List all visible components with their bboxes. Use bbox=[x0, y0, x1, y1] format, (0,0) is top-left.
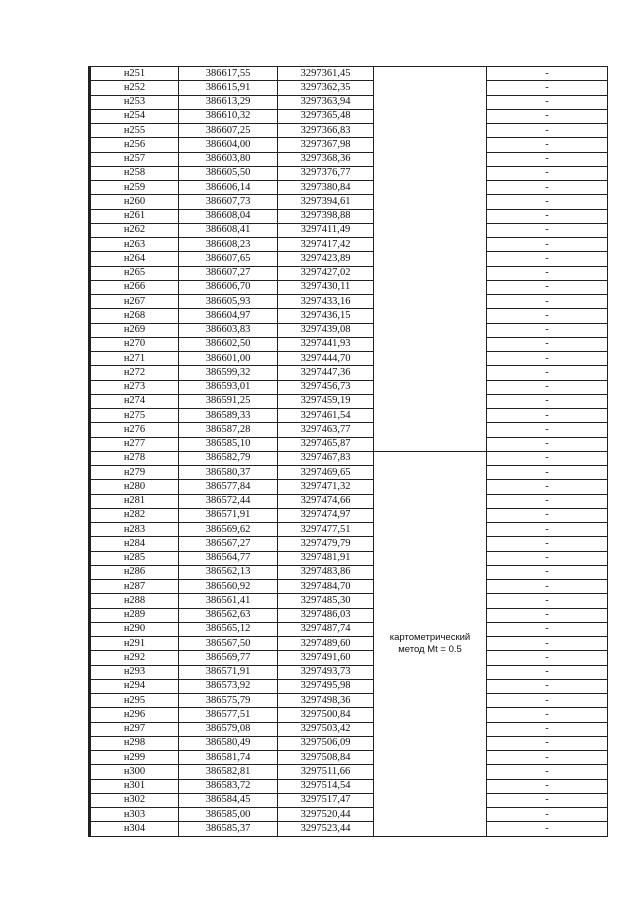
point-id-cell: н281 bbox=[90, 494, 179, 508]
point-id-cell: н293 bbox=[90, 665, 179, 679]
accuracy-cell: - bbox=[487, 751, 608, 765]
y-coordinate-cell: 3297447,36 bbox=[278, 366, 374, 380]
table-row bbox=[90, 266, 608, 280]
table-row bbox=[90, 708, 608, 722]
y-coordinate-cell: 3297461,54 bbox=[278, 409, 374, 423]
point-id-cell: н298 bbox=[90, 736, 179, 750]
table-row bbox=[90, 81, 608, 95]
y-coordinate-cell: 3297430,11 bbox=[278, 280, 374, 294]
point-id-cell: н262 bbox=[90, 223, 179, 237]
point-id-cell: н275 bbox=[90, 409, 179, 423]
accuracy-cell: - bbox=[487, 779, 608, 793]
x-coordinate-cell: 386606,70 bbox=[179, 280, 278, 294]
table-row bbox=[90, 765, 608, 779]
point-id-cell: н277 bbox=[90, 437, 179, 451]
table-row bbox=[90, 138, 608, 152]
point-id-cell: н260 bbox=[90, 195, 179, 209]
accuracy-cell: - bbox=[487, 266, 608, 280]
accuracy-cell: - bbox=[487, 295, 608, 309]
x-coordinate-cell: 386610,32 bbox=[179, 109, 278, 123]
y-coordinate-cell: 3297495,98 bbox=[278, 679, 374, 693]
x-coordinate-cell: 386572,44 bbox=[179, 494, 278, 508]
point-id-cell: н280 bbox=[90, 480, 179, 494]
point-id-cell: н299 bbox=[90, 751, 179, 765]
point-id-cell: н253 bbox=[90, 95, 179, 109]
point-id-cell: н282 bbox=[90, 508, 179, 522]
y-coordinate-cell: 3297503,42 bbox=[278, 722, 374, 736]
table-row bbox=[90, 779, 608, 793]
point-id-cell: н267 bbox=[90, 295, 179, 309]
table-row bbox=[90, 423, 608, 437]
accuracy-cell: - bbox=[487, 323, 608, 337]
y-coordinate-cell: 3297411,49 bbox=[278, 223, 374, 237]
table-row bbox=[90, 152, 608, 166]
point-id-cell: н295 bbox=[90, 694, 179, 708]
accuracy-cell: - bbox=[487, 337, 608, 351]
table-row bbox=[90, 337, 608, 351]
point-id-cell: н269 bbox=[90, 323, 179, 337]
table-row bbox=[90, 494, 608, 508]
accuracy-cell: - bbox=[487, 580, 608, 594]
accuracy-cell: - bbox=[487, 637, 608, 651]
x-coordinate-cell: 386607,25 bbox=[179, 124, 278, 138]
table-row bbox=[90, 295, 608, 309]
y-coordinate-cell: 3297361,45 bbox=[278, 67, 374, 81]
accuracy-cell: - bbox=[487, 508, 608, 522]
x-coordinate-cell: 386604,97 bbox=[179, 309, 278, 323]
coordinates-table-body bbox=[90, 67, 608, 837]
point-id-cell: н270 bbox=[90, 337, 179, 351]
point-id-cell: н291 bbox=[90, 637, 179, 651]
point-id-cell: н251 bbox=[90, 67, 179, 81]
point-id-cell: н271 bbox=[90, 352, 179, 366]
y-coordinate-cell: 3297441,93 bbox=[278, 337, 374, 351]
y-coordinate-cell: 3297380,84 bbox=[278, 181, 374, 195]
y-coordinate-cell: 3297363,94 bbox=[278, 95, 374, 109]
accuracy-cell: - bbox=[487, 523, 608, 537]
table-row bbox=[90, 551, 608, 565]
x-coordinate-cell: 386605,93 bbox=[179, 295, 278, 309]
table-row bbox=[90, 437, 608, 451]
x-coordinate-cell: 386613,29 bbox=[179, 95, 278, 109]
x-coordinate-cell: 386582,79 bbox=[179, 451, 278, 465]
table-row bbox=[90, 394, 608, 408]
accuracy-cell: - bbox=[487, 736, 608, 750]
accuracy-cell: - bbox=[487, 423, 608, 437]
x-coordinate-cell: 386589,33 bbox=[179, 409, 278, 423]
x-coordinate-cell: 386577,84 bbox=[179, 480, 278, 494]
x-coordinate-cell: 386607,27 bbox=[179, 266, 278, 280]
table-row bbox=[90, 124, 608, 138]
y-coordinate-cell: 3297427,02 bbox=[278, 266, 374, 280]
table-row bbox=[90, 238, 608, 252]
accuracy-cell: - bbox=[487, 81, 608, 95]
accuracy-cell: - bbox=[487, 466, 608, 480]
point-id-cell: н287 bbox=[90, 580, 179, 594]
accuracy-cell: - bbox=[487, 166, 608, 180]
x-coordinate-cell: 386604,00 bbox=[179, 138, 278, 152]
x-coordinate-cell: 386580,49 bbox=[179, 736, 278, 750]
y-coordinate-cell: 3297486,03 bbox=[278, 608, 374, 622]
x-coordinate-cell: 386561,41 bbox=[179, 594, 278, 608]
table-row bbox=[90, 352, 608, 366]
point-id-cell: н294 bbox=[90, 679, 179, 693]
accuracy-cell: - bbox=[487, 651, 608, 665]
y-coordinate-cell: 3297469,65 bbox=[278, 466, 374, 480]
accuracy-cell: - bbox=[487, 238, 608, 252]
point-id-cell: н297 bbox=[90, 722, 179, 736]
table-row bbox=[90, 508, 608, 522]
y-coordinate-cell: 3297433,16 bbox=[278, 295, 374, 309]
point-id-cell: н273 bbox=[90, 380, 179, 394]
point-id-cell: н268 bbox=[90, 309, 179, 323]
point-id-cell: н276 bbox=[90, 423, 179, 437]
point-id-cell: н283 bbox=[90, 523, 179, 537]
accuracy-cell: - bbox=[487, 394, 608, 408]
method-cell-empty bbox=[374, 67, 487, 452]
accuracy-cell: - bbox=[487, 380, 608, 394]
y-coordinate-cell: 3297485,30 bbox=[278, 594, 374, 608]
accuracy-cell: - bbox=[487, 551, 608, 565]
y-coordinate-cell: 3297365,48 bbox=[278, 109, 374, 123]
point-id-cell: н258 bbox=[90, 166, 179, 180]
table-row bbox=[90, 580, 608, 594]
table-row bbox=[90, 594, 608, 608]
table-row bbox=[90, 722, 608, 736]
point-id-cell: н301 bbox=[90, 779, 179, 793]
table-row bbox=[90, 451, 608, 465]
y-coordinate-cell: 3297465,87 bbox=[278, 437, 374, 451]
table-row bbox=[90, 280, 608, 294]
point-id-cell: н256 bbox=[90, 138, 179, 152]
point-id-cell: н265 bbox=[90, 266, 179, 280]
accuracy-cell: - bbox=[487, 352, 608, 366]
y-coordinate-cell: 3297444,70 bbox=[278, 352, 374, 366]
table-row bbox=[90, 323, 608, 337]
table-row bbox=[90, 694, 608, 708]
x-coordinate-cell: 386606,14 bbox=[179, 181, 278, 195]
accuracy-cell: - bbox=[487, 209, 608, 223]
y-coordinate-cell: 3297474,66 bbox=[278, 494, 374, 508]
x-coordinate-cell: 386560,92 bbox=[179, 580, 278, 594]
point-id-cell: н255 bbox=[90, 124, 179, 138]
table-row bbox=[90, 736, 608, 750]
accuracy-cell: - bbox=[487, 366, 608, 380]
accuracy-cell: - bbox=[487, 679, 608, 693]
x-coordinate-cell: 386585,37 bbox=[179, 822, 278, 836]
y-coordinate-cell: 3297367,98 bbox=[278, 138, 374, 152]
point-id-cell: н254 bbox=[90, 109, 179, 123]
table-row bbox=[90, 751, 608, 765]
y-coordinate-cell: 3297362,35 bbox=[278, 81, 374, 95]
y-coordinate-cell: 3297511,66 bbox=[278, 765, 374, 779]
accuracy-cell: - bbox=[487, 793, 608, 807]
y-coordinate-cell: 3297436,15 bbox=[278, 309, 374, 323]
x-coordinate-cell: 386573,92 bbox=[179, 679, 278, 693]
accuracy-cell: - bbox=[487, 694, 608, 708]
accuracy-cell: - bbox=[487, 494, 608, 508]
accuracy-cell: - bbox=[487, 280, 608, 294]
point-id-cell: н264 bbox=[90, 252, 179, 266]
point-id-cell: н285 bbox=[90, 551, 179, 565]
y-coordinate-cell: 3297366,83 bbox=[278, 124, 374, 138]
point-id-cell: н261 bbox=[90, 209, 179, 223]
x-coordinate-cell: 386603,80 bbox=[179, 152, 278, 166]
y-coordinate-cell: 3297498,36 bbox=[278, 694, 374, 708]
table-row bbox=[90, 793, 608, 807]
table-row bbox=[90, 808, 608, 822]
y-coordinate-cell: 3297394,61 bbox=[278, 195, 374, 209]
accuracy-cell: - bbox=[487, 195, 608, 209]
y-coordinate-cell: 3297417,42 bbox=[278, 238, 374, 252]
accuracy-cell: - bbox=[487, 822, 608, 836]
y-coordinate-cell: 3297484,70 bbox=[278, 580, 374, 594]
y-coordinate-cell: 3297523,44 bbox=[278, 822, 374, 836]
y-coordinate-cell: 3297376,77 bbox=[278, 166, 374, 180]
y-coordinate-cell: 3297491,60 bbox=[278, 651, 374, 665]
x-coordinate-cell: 386565,12 bbox=[179, 622, 278, 636]
point-id-cell: н289 bbox=[90, 608, 179, 622]
x-coordinate-cell: 386569,77 bbox=[179, 651, 278, 665]
x-coordinate-cell: 386605,50 bbox=[179, 166, 278, 180]
accuracy-cell: - bbox=[487, 451, 608, 465]
point-id-cell: н288 bbox=[90, 594, 179, 608]
x-coordinate-cell: 386585,00 bbox=[179, 808, 278, 822]
point-id-cell: н274 bbox=[90, 394, 179, 408]
point-id-cell: н266 bbox=[90, 280, 179, 294]
accuracy-cell: - bbox=[487, 67, 608, 81]
x-coordinate-cell: 386585,10 bbox=[179, 437, 278, 451]
table-row bbox=[90, 380, 608, 394]
y-coordinate-cell: 3297506,09 bbox=[278, 736, 374, 750]
x-coordinate-cell: 386587,28 bbox=[179, 423, 278, 437]
table-row bbox=[90, 309, 608, 323]
table-row bbox=[90, 537, 608, 551]
table-row bbox=[90, 95, 608, 109]
y-coordinate-cell: 3297467,83 bbox=[278, 451, 374, 465]
x-coordinate-cell: 386579,08 bbox=[179, 722, 278, 736]
point-id-cell: н257 bbox=[90, 152, 179, 166]
table-row bbox=[90, 67, 608, 81]
point-id-cell: н286 bbox=[90, 565, 179, 579]
point-id-cell: н279 bbox=[90, 466, 179, 480]
y-coordinate-cell: 3297477,51 bbox=[278, 523, 374, 537]
accuracy-cell: - bbox=[487, 765, 608, 779]
point-id-cell: н252 bbox=[90, 81, 179, 95]
accuracy-cell: - bbox=[487, 565, 608, 579]
accuracy-cell: - bbox=[487, 437, 608, 451]
accuracy-cell: - bbox=[487, 708, 608, 722]
point-id-cell: н292 bbox=[90, 651, 179, 665]
table-row bbox=[90, 166, 608, 180]
y-coordinate-cell: 3297423,89 bbox=[278, 252, 374, 266]
table-row bbox=[90, 523, 608, 537]
accuracy-cell: - bbox=[487, 409, 608, 423]
accuracy-cell: - bbox=[487, 665, 608, 679]
y-coordinate-cell: 3297517,47 bbox=[278, 793, 374, 807]
accuracy-cell: - bbox=[487, 181, 608, 195]
x-coordinate-cell: 386562,63 bbox=[179, 608, 278, 622]
accuracy-cell: - bbox=[487, 223, 608, 237]
table-row bbox=[90, 679, 608, 693]
y-coordinate-cell: 3297368,36 bbox=[278, 152, 374, 166]
x-coordinate-cell: 386575,79 bbox=[179, 694, 278, 708]
point-id-cell: н302 bbox=[90, 793, 179, 807]
y-coordinate-cell: 3297481,91 bbox=[278, 551, 374, 565]
y-coordinate-cell: 3297474,97 bbox=[278, 508, 374, 522]
table-row bbox=[90, 409, 608, 423]
accuracy-cell: - bbox=[487, 480, 608, 494]
x-coordinate-cell: 386584,45 bbox=[179, 793, 278, 807]
x-coordinate-cell: 386567,27 bbox=[179, 537, 278, 551]
x-coordinate-cell: 386617,55 bbox=[179, 67, 278, 81]
x-coordinate-cell: 386581,74 bbox=[179, 751, 278, 765]
y-coordinate-cell: 3297479,79 bbox=[278, 537, 374, 551]
point-id-cell: н304 bbox=[90, 822, 179, 836]
method-accuracy: метод Mt = 0.5 bbox=[398, 643, 462, 655]
table-row bbox=[90, 480, 608, 494]
accuracy-cell: - bbox=[487, 152, 608, 166]
x-coordinate-cell: 386602,50 bbox=[179, 337, 278, 351]
y-coordinate-cell: 3297456,73 bbox=[278, 380, 374, 394]
y-coordinate-cell: 3297487,74 bbox=[278, 622, 374, 636]
table-row bbox=[90, 252, 608, 266]
point-id-cell: н303 bbox=[90, 808, 179, 822]
x-coordinate-cell: 386569,62 bbox=[179, 523, 278, 537]
table-row bbox=[90, 466, 608, 480]
point-id-cell: н300 bbox=[90, 765, 179, 779]
x-coordinate-cell: 386567,50 bbox=[179, 637, 278, 651]
table-row bbox=[90, 608, 608, 622]
y-coordinate-cell: 3297398,88 bbox=[278, 209, 374, 223]
y-coordinate-cell: 3297500,84 bbox=[278, 708, 374, 722]
point-id-cell: н284 bbox=[90, 537, 179, 551]
x-coordinate-cell: 386580,37 bbox=[179, 466, 278, 480]
table-row bbox=[90, 109, 608, 123]
y-coordinate-cell: 3297463,77 bbox=[278, 423, 374, 437]
accuracy-cell: - bbox=[487, 722, 608, 736]
accuracy-cell: - bbox=[487, 594, 608, 608]
x-coordinate-cell: 386593,01 bbox=[179, 380, 278, 394]
table-row bbox=[90, 195, 608, 209]
accuracy-cell: - bbox=[487, 622, 608, 636]
accuracy-cell: - bbox=[487, 109, 608, 123]
point-id-cell: н272 bbox=[90, 366, 179, 380]
x-coordinate-cell: 386562,13 bbox=[179, 565, 278, 579]
table-row bbox=[90, 565, 608, 579]
point-id-cell: н296 bbox=[90, 708, 179, 722]
x-coordinate-cell: 386603,83 bbox=[179, 323, 278, 337]
accuracy-cell: - bbox=[487, 252, 608, 266]
x-coordinate-cell: 386583,72 bbox=[179, 779, 278, 793]
accuracy-cell: - bbox=[487, 124, 608, 138]
table-row bbox=[90, 181, 608, 195]
accuracy-cell: - bbox=[487, 95, 608, 109]
accuracy-cell: - bbox=[487, 808, 608, 822]
y-coordinate-cell: 3297471,32 bbox=[278, 480, 374, 494]
accuracy-cell: - bbox=[487, 138, 608, 152]
x-coordinate-cell: 386599,32 bbox=[179, 366, 278, 380]
x-coordinate-cell: 386601,00 bbox=[179, 352, 278, 366]
y-coordinate-cell: 3297520,44 bbox=[278, 808, 374, 822]
x-coordinate-cell: 386608,41 bbox=[179, 223, 278, 237]
y-coordinate-cell: 3297508,84 bbox=[278, 751, 374, 765]
point-id-cell: н259 bbox=[90, 181, 179, 195]
y-coordinate-cell: 3297489,60 bbox=[278, 637, 374, 651]
x-coordinate-cell: 386571,91 bbox=[179, 508, 278, 522]
point-id-cell: н263 bbox=[90, 238, 179, 252]
x-coordinate-cell: 386582,81 bbox=[179, 765, 278, 779]
coordinates-table bbox=[88, 66, 608, 837]
method-name: картометрический bbox=[389, 631, 471, 643]
table-row bbox=[90, 822, 608, 836]
x-coordinate-cell: 386591,25 bbox=[179, 394, 278, 408]
x-coordinate-cell: 386615,91 bbox=[179, 81, 278, 95]
x-coordinate-cell: 386608,23 bbox=[179, 238, 278, 252]
table-row bbox=[90, 622, 608, 636]
point-id-cell: н290 bbox=[90, 622, 179, 636]
table-row bbox=[90, 366, 608, 380]
x-coordinate-cell: 386564,77 bbox=[179, 551, 278, 565]
table-row bbox=[90, 223, 608, 237]
accuracy-cell: - bbox=[487, 537, 608, 551]
point-id-cell: н278 bbox=[90, 451, 179, 465]
x-coordinate-cell: 386608,04 bbox=[179, 209, 278, 223]
method-cell bbox=[374, 451, 487, 836]
x-coordinate-cell: 386571,91 bbox=[179, 665, 278, 679]
accuracy-cell: - bbox=[487, 608, 608, 622]
y-coordinate-cell: 3297514,54 bbox=[278, 779, 374, 793]
accuracy-cell: - bbox=[487, 309, 608, 323]
y-coordinate-cell: 3297439,08 bbox=[278, 323, 374, 337]
y-coordinate-cell: 3297483,86 bbox=[278, 565, 374, 579]
y-coordinate-cell: 3297459,19 bbox=[278, 394, 374, 408]
y-coordinate-cell: 3297493,73 bbox=[278, 665, 374, 679]
table-row bbox=[90, 651, 608, 665]
x-coordinate-cell: 386577,51 bbox=[179, 708, 278, 722]
table-row bbox=[90, 637, 608, 651]
table-row bbox=[90, 209, 608, 223]
table-row bbox=[90, 665, 608, 679]
x-coordinate-cell: 386607,65 bbox=[179, 252, 278, 266]
x-coordinate-cell: 386607,73 bbox=[179, 195, 278, 209]
